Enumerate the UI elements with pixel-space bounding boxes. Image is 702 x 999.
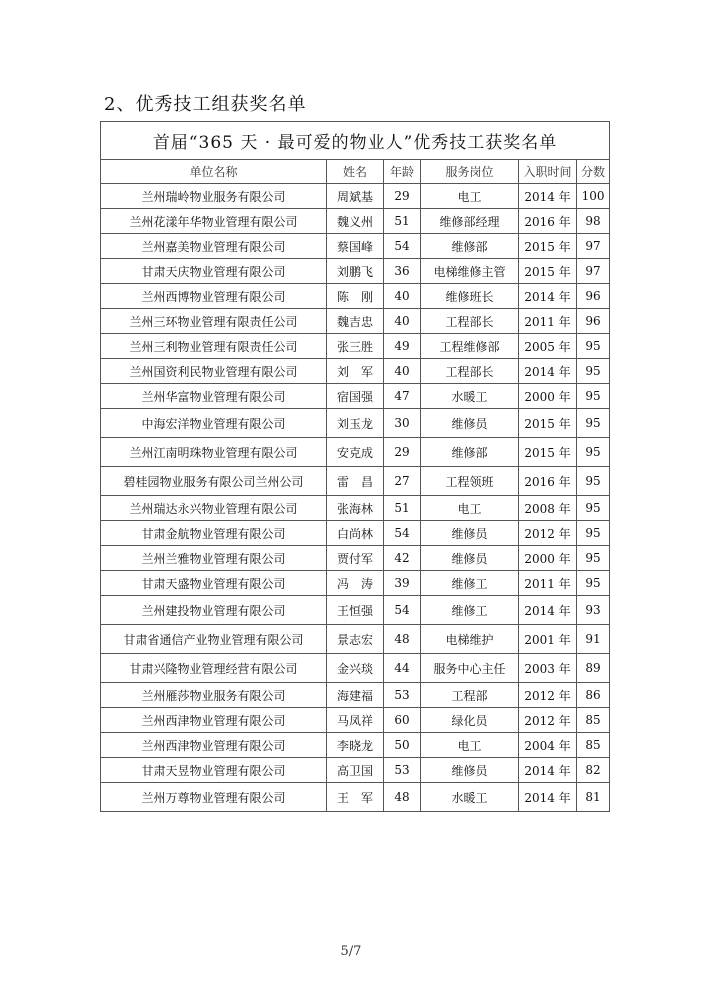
cell-score: 95 xyxy=(577,467,610,496)
cell-age: 60 xyxy=(384,708,421,733)
cell-score: 96 xyxy=(577,309,610,334)
table-row xyxy=(101,521,610,546)
cell-post: 电梯维修主管 xyxy=(421,259,519,284)
cell-unit: 甘肃兴隆物业管理经营有限公司 xyxy=(101,654,327,683)
cell-score: 85 xyxy=(577,733,610,758)
cell-year: 2014 年 xyxy=(519,284,577,309)
cell-age: 51 xyxy=(384,209,421,234)
cell-name: 周斌基 xyxy=(327,184,384,209)
table-row xyxy=(101,467,610,496)
header-year: 入职时间 xyxy=(519,160,577,184)
table-caption: 首届“365 天 · 最可爱的物业人”优秀技工获奖名单 xyxy=(101,122,610,160)
cell-unit: 兰州国资利民物业管理有限公司 xyxy=(101,359,327,384)
cell-name: 陈 刚 xyxy=(327,284,384,309)
cell-name: 景志宏 xyxy=(327,625,384,654)
cell-post: 维修部经理 xyxy=(421,209,519,234)
cell-name: 白尚林 xyxy=(327,521,384,546)
cell-score: 82 xyxy=(577,758,610,783)
cell-age: 39 xyxy=(384,571,421,596)
cell-unit: 兰州花漾年华物业管理有限公司 xyxy=(101,209,327,234)
cell-age: 40 xyxy=(384,359,421,384)
cell-post: 维修部 xyxy=(421,234,519,259)
cell-name: 王恒强 xyxy=(327,596,384,625)
cell-post: 维修员 xyxy=(421,521,519,546)
cell-age: 30 xyxy=(384,409,421,438)
page-number: 5/7 xyxy=(340,944,362,959)
header-post: 服务岗位 xyxy=(421,160,519,184)
cell-name: 宿国强 xyxy=(327,384,384,409)
cell-age: 54 xyxy=(384,521,421,546)
cell-unit: 兰州华富物业管理有限公司 xyxy=(101,384,327,409)
cell-score: 100 xyxy=(577,184,610,209)
cell-unit: 兰州雁莎物业服务有限公司 xyxy=(101,683,327,708)
cell-score: 95 xyxy=(577,496,610,521)
table-body xyxy=(101,184,610,812)
cell-age: 51 xyxy=(384,496,421,521)
cell-post: 工程部长 xyxy=(421,359,519,384)
cell-unit: 甘肃天盛物业管理有限公司 xyxy=(101,571,327,596)
header-name: 姓名 xyxy=(327,160,384,184)
cell-age: 27 xyxy=(384,467,421,496)
cell-score: 81 xyxy=(577,783,610,812)
table-row xyxy=(101,571,610,596)
cell-post: 电工 xyxy=(421,496,519,521)
cell-name: 高卫国 xyxy=(327,758,384,783)
table-row xyxy=(101,596,610,625)
header-unit: 单位名称 xyxy=(101,160,327,184)
cell-year: 2000 年 xyxy=(519,546,577,571)
header-age: 年龄 xyxy=(384,160,421,184)
table-row xyxy=(101,359,610,384)
table-row xyxy=(101,209,610,234)
cell-post: 电工 xyxy=(421,184,519,209)
cell-year: 2001 年 xyxy=(519,625,577,654)
award-table xyxy=(100,121,610,812)
cell-score: 95 xyxy=(577,438,610,467)
cell-post: 工程领班 xyxy=(421,467,519,496)
cell-post: 服务中心主任 xyxy=(421,654,519,683)
cell-unit: 甘肃天昱物业管理有限公司 xyxy=(101,758,327,783)
cell-score: 97 xyxy=(577,234,610,259)
cell-age: 47 xyxy=(384,384,421,409)
cell-year: 2012 年 xyxy=(519,683,577,708)
cell-year: 2014 年 xyxy=(519,596,577,625)
cell-post: 维修部 xyxy=(421,438,519,467)
table-row xyxy=(101,309,610,334)
cell-age: 44 xyxy=(384,654,421,683)
table-row xyxy=(101,625,610,654)
cell-name: 冯 涛 xyxy=(327,571,384,596)
cell-name: 王 军 xyxy=(327,783,384,812)
cell-name: 安克成 xyxy=(327,438,384,467)
cell-unit: 兰州西博物业管理有限公司 xyxy=(101,284,327,309)
cell-unit: 兰州西津物业管理有限公司 xyxy=(101,733,327,758)
cell-unit: 兰州三环物业管理有限责任公司 xyxy=(101,309,327,334)
cell-year: 2012 年 xyxy=(519,521,577,546)
cell-age: 42 xyxy=(384,546,421,571)
cell-age: 53 xyxy=(384,683,421,708)
cell-name: 海建福 xyxy=(327,683,384,708)
cell-unit: 兰州三利物业管理有限责任公司 xyxy=(101,334,327,359)
cell-name: 蔡国峰 xyxy=(327,234,384,259)
cell-post: 维修员 xyxy=(421,409,519,438)
cell-post: 绿化员 xyxy=(421,708,519,733)
cell-name: 金兴琰 xyxy=(327,654,384,683)
cell-name: 雷 昌 xyxy=(327,467,384,496)
cell-age: 29 xyxy=(384,184,421,209)
cell-name: 刘玉龙 xyxy=(327,409,384,438)
cell-year: 2015 年 xyxy=(519,259,577,284)
cell-score: 96 xyxy=(577,284,610,309)
cell-year: 2011 年 xyxy=(519,571,577,596)
cell-year: 2012 年 xyxy=(519,708,577,733)
cell-score: 86 xyxy=(577,683,610,708)
cell-age: 54 xyxy=(384,596,421,625)
table-row xyxy=(101,708,610,733)
cell-unit: 兰州瑞达永兴物业管理有限公司 xyxy=(101,496,327,521)
cell-year: 2014 年 xyxy=(519,359,577,384)
table-row xyxy=(101,783,610,812)
cell-post: 工程部长 xyxy=(421,309,519,334)
cell-unit: 兰州西津物业管理有限公司 xyxy=(101,708,327,733)
cell-unit: 兰州万尊物业管理有限公司 xyxy=(101,783,327,812)
table-row xyxy=(101,733,610,758)
cell-unit: 碧桂园物业服务有限公司兰州公司 xyxy=(101,467,327,496)
cell-score: 95 xyxy=(577,384,610,409)
cell-unit: 兰州瑞岭物业服务有限公司 xyxy=(101,184,327,209)
cell-year: 2015 年 xyxy=(519,438,577,467)
table-row xyxy=(101,234,610,259)
cell-post: 水暖工 xyxy=(421,384,519,409)
table-row xyxy=(101,284,610,309)
cell-score: 95 xyxy=(577,521,610,546)
cell-year: 2004 年 xyxy=(519,733,577,758)
cell-age: 40 xyxy=(384,284,421,309)
cell-age: 40 xyxy=(384,309,421,334)
cell-name: 张海林 xyxy=(327,496,384,521)
cell-year: 2008 年 xyxy=(519,496,577,521)
cell-year: 2014 年 xyxy=(519,184,577,209)
cell-post: 维修工 xyxy=(421,596,519,625)
cell-score: 89 xyxy=(577,654,610,683)
header-score: 分数 xyxy=(577,160,610,184)
table-row xyxy=(101,654,610,683)
cell-score: 97 xyxy=(577,259,610,284)
cell-age: 53 xyxy=(384,758,421,783)
cell-score: 98 xyxy=(577,209,610,234)
cell-score: 93 xyxy=(577,596,610,625)
cell-name: 刘鹏飞 xyxy=(327,259,384,284)
cell-name: 李晓龙 xyxy=(327,733,384,758)
cell-score: 95 xyxy=(577,571,610,596)
cell-post: 电梯维护 xyxy=(421,625,519,654)
cell-age: 36 xyxy=(384,259,421,284)
section-heading: 2、优秀技工组获奖名单 xyxy=(104,94,307,115)
cell-age: 49 xyxy=(384,334,421,359)
table-row xyxy=(101,184,610,209)
table-row xyxy=(101,438,610,467)
table-header-row xyxy=(101,160,610,184)
cell-unit: 兰州江南明珠物业管理有限公司 xyxy=(101,438,327,467)
cell-unit: 兰州建投物业管理有限公司 xyxy=(101,596,327,625)
table-caption-row xyxy=(101,122,610,160)
cell-name: 刘 军 xyxy=(327,359,384,384)
cell-year: 2000 年 xyxy=(519,384,577,409)
cell-score: 95 xyxy=(577,409,610,438)
cell-name: 马凤祥 xyxy=(327,708,384,733)
cell-unit: 兰州嘉美物业管理有限公司 xyxy=(101,234,327,259)
table-row xyxy=(101,384,610,409)
cell-age: 29 xyxy=(384,438,421,467)
table-row xyxy=(101,496,610,521)
cell-year: 2015 年 xyxy=(519,409,577,438)
cell-name: 魏义州 xyxy=(327,209,384,234)
table-row xyxy=(101,334,610,359)
cell-age: 50 xyxy=(384,733,421,758)
cell-post: 工程部 xyxy=(421,683,519,708)
cell-year: 2015 年 xyxy=(519,234,577,259)
table-row xyxy=(101,546,610,571)
cell-year: 2016 年 xyxy=(519,467,577,496)
cell-post: 电工 xyxy=(421,733,519,758)
cell-post: 维修班长 xyxy=(421,284,519,309)
table-row xyxy=(101,758,610,783)
cell-score: 95 xyxy=(577,334,610,359)
table-row xyxy=(101,409,610,438)
cell-year: 2014 年 xyxy=(519,758,577,783)
cell-year: 2005 年 xyxy=(519,334,577,359)
cell-age: 48 xyxy=(384,783,421,812)
cell-unit: 甘肃省通信产业物业管理有限公司 xyxy=(101,625,327,654)
cell-unit: 甘肃天庆物业管理有限公司 xyxy=(101,259,327,284)
cell-age: 54 xyxy=(384,234,421,259)
table-row xyxy=(101,683,610,708)
cell-name: 张三胜 xyxy=(327,334,384,359)
cell-score: 95 xyxy=(577,359,610,384)
cell-unit: 兰州兰雅物业管理有限公司 xyxy=(101,546,327,571)
cell-post: 水暖工 xyxy=(421,783,519,812)
cell-score: 95 xyxy=(577,546,610,571)
cell-year: 2016 年 xyxy=(519,209,577,234)
cell-post: 工程维修部 xyxy=(421,334,519,359)
cell-score: 85 xyxy=(577,708,610,733)
cell-unit: 甘肃金航物业管理有限公司 xyxy=(101,521,327,546)
cell-name: 贾付军 xyxy=(327,546,384,571)
cell-score: 91 xyxy=(577,625,610,654)
table-row xyxy=(101,259,610,284)
cell-post: 维修员 xyxy=(421,758,519,783)
cell-year: 2014 年 xyxy=(519,783,577,812)
cell-post: 维修工 xyxy=(421,571,519,596)
cell-name: 魏吉忠 xyxy=(327,309,384,334)
cell-unit: 中海宏洋物业管理有限公司 xyxy=(101,409,327,438)
cell-age: 48 xyxy=(384,625,421,654)
cell-post: 维修员 xyxy=(421,546,519,571)
cell-year: 2003 年 xyxy=(519,654,577,683)
cell-year: 2011 年 xyxy=(519,309,577,334)
